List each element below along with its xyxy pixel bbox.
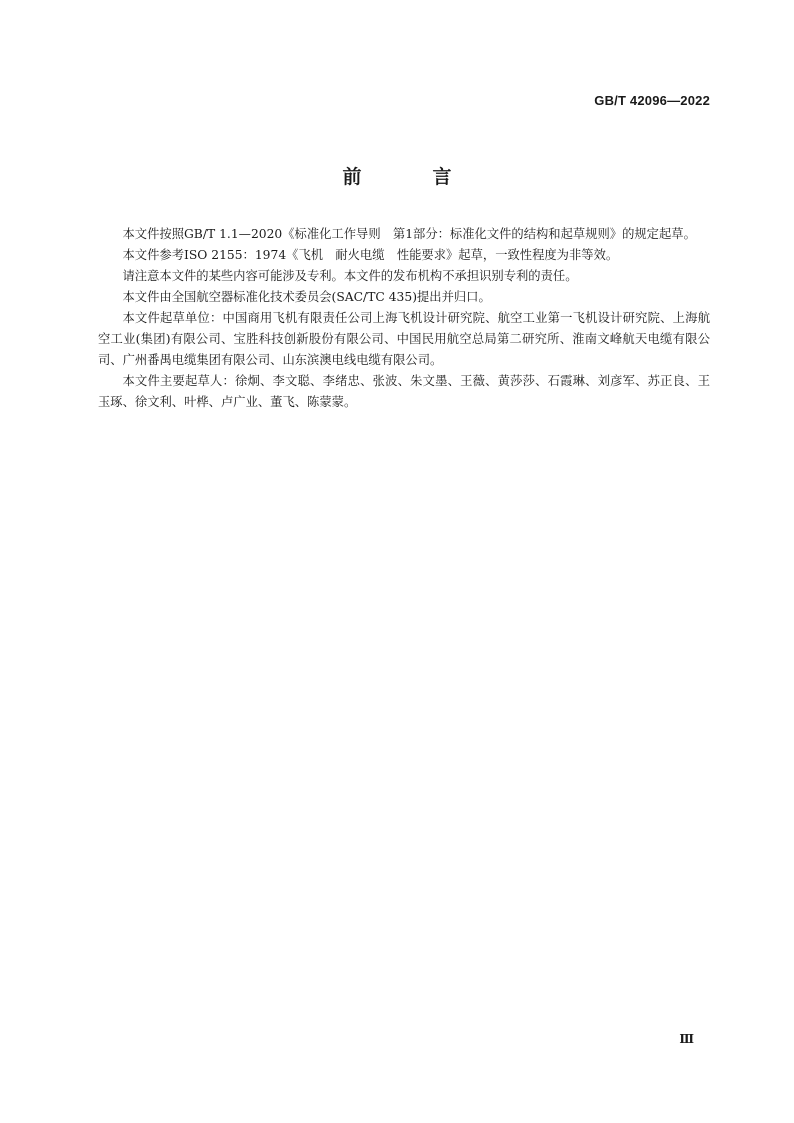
paragraph-proposer: 本文件由全国航空器标准化技术委员会(SAC/TC 435)提出并归口。	[122, 290, 491, 304]
foreword-body	[98, 224, 710, 413]
page-title: 前 言	[342, 166, 478, 188]
paragraph-main-drafters: 本文件主要起草人：徐炯、李文聪、李绪忠、张波、朱文墨、王薇、黄莎莎、石霞琳、刘彦军、苏正良、王玉琢、徐文利、叶桦、卢广业、董飞、陈蒙蒙。	[98, 374, 710, 409]
paragraph-drafting-rules: 本文件按照GB/T 1.1—2020《标准化工作导则 第1部分：标准化文件的结构和起草规则》的规定起草。	[122, 227, 696, 241]
standard-number-header: GB/T 42096—2022	[594, 93, 710, 108]
page-number: Ⅲ	[679, 1032, 694, 1046]
paragraph-drafting-organizations: 本文件起草单位：中国商用飞机有限责任公司上海飞机设计研究院、航空工业第一飞机设计研究院、上海航空工业(集团)有限公司、宝胜科技创新股份有限公司、中国民用航空总局第二研究所、淮南文峰航天电缆有限公司、广州番禺电缆集团有限公司、山东滨澳电线电缆有限公司。	[98, 311, 710, 367]
paragraph-patent-notice: 请注意本文件的某些内容可能涉及专利。本文件的发布机构不承担识别专利的责任。	[122, 269, 578, 283]
paragraph-reference-standard: 本文件参考ISO 2155：1974《飞机 耐火电缆 性能要求》起草，一致性程度为非等效。	[122, 248, 619, 262]
